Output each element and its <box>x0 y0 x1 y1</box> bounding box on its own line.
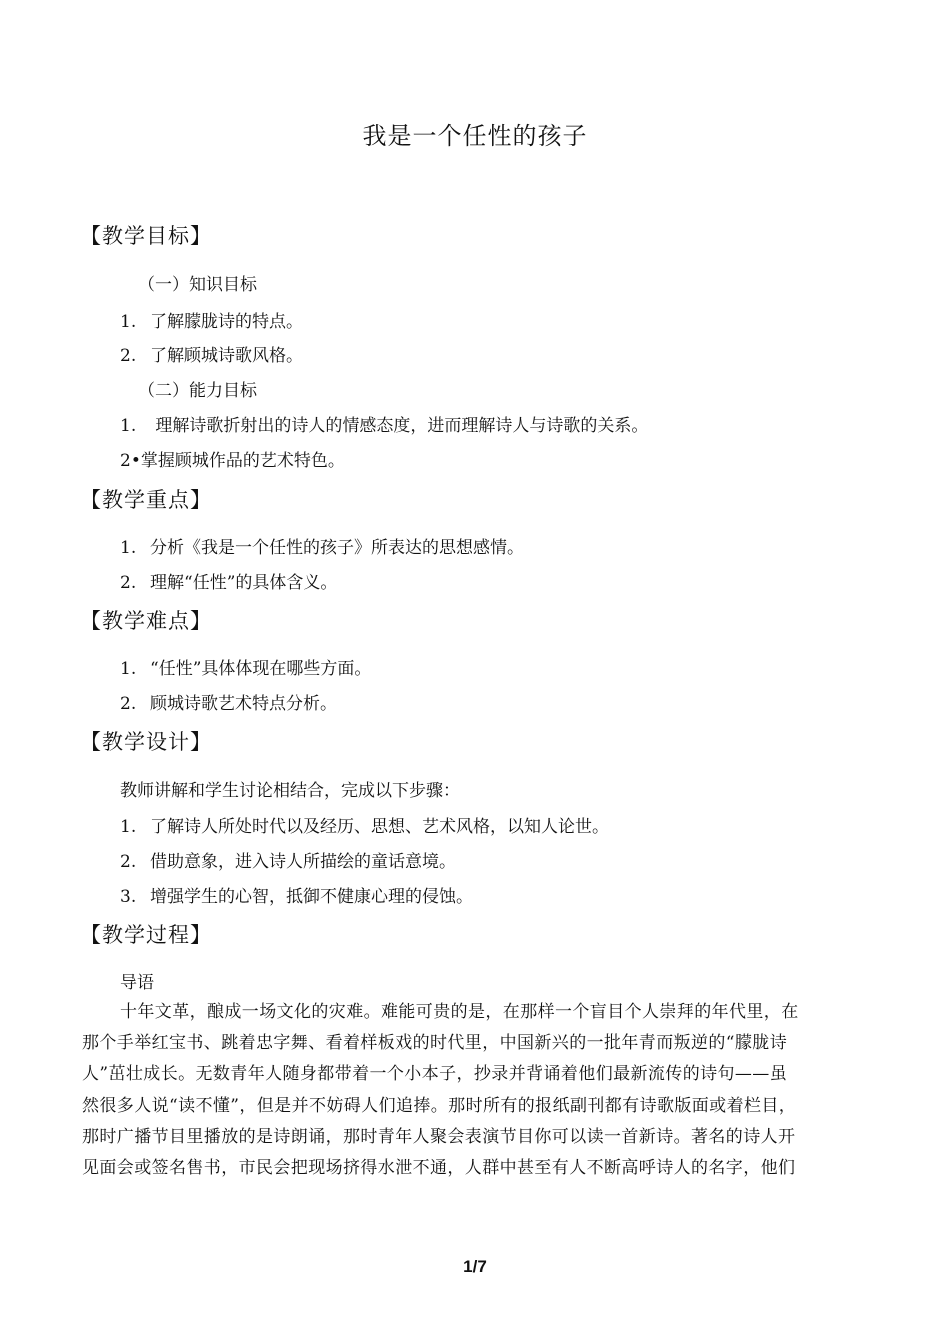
list-item <box>120 689 337 714</box>
paragraph-line: 十年文革，酿成一场文化的灾难。难能可贵的是，在那样一个盲目个人崇拜的年代里，在 <box>120 1002 799 1022</box>
page-number: 1/7 <box>463 1257 487 1276</box>
list-text: 了解诗人所处时代以及经历、思想、艺术风格，以知人论世。 <box>150 817 609 837</box>
list-number: 1. <box>120 538 137 558</box>
list-text: 增强学生的心智，抵御不健康心理的侵蚀。 <box>150 887 473 907</box>
list-item <box>120 341 303 366</box>
list-item <box>120 882 473 907</box>
heading-teaching-difficulty: 【教学难点】 <box>80 609 212 633</box>
paragraph-line: 然很多人说“读不懂”，但是并不妨碍人们追捧。那时所有的报纸副刊都有诗歌版面或着栏目， <box>82 1095 797 1116</box>
list-number: 2. <box>120 694 137 714</box>
list-number: 1. <box>120 659 137 679</box>
heading-teaching-design: 【教学设计】 <box>80 730 212 754</box>
list-text: 顾城诗歌艺术特点分析。 <box>150 694 337 714</box>
list-item <box>120 533 524 558</box>
list-text: 借助意象，进入诗人所描绘的童话意境。 <box>150 852 456 872</box>
list-text: 了解顾城诗歌风格。 <box>150 346 303 366</box>
list-number: 2. <box>120 346 137 366</box>
list-item <box>120 411 648 436</box>
paragraph-line: 那个手举红宝书、跳着忠字舞、看着样板戏的时代里，中国新兴的一批年青而叛逆的“朦胧诗 <box>82 1033 788 1054</box>
heading-teaching-goals: 【教学目标】 <box>80 224 212 248</box>
subheading-ability-goals: （二）能力目标 <box>138 381 257 401</box>
list-text: 分析《我是一个任性的孩子》所表达的思想感情。 <box>150 538 524 558</box>
list-item <box>120 307 303 332</box>
list-number: 2. <box>120 852 137 872</box>
paragraph-line: 那时广播节目里播放的是诗朗诵，那时青年人聚会表演节目你可以读一首新诗。著名的诗人开 <box>82 1126 796 1147</box>
subheading-knowledge-goals: （一）知识目标 <box>138 275 257 295</box>
list-item <box>120 654 371 679</box>
list-number: 2. <box>120 573 137 593</box>
list-item: 2•掌握顾城作品的艺术特色。 <box>120 451 345 471</box>
list-number: 1. <box>120 416 137 436</box>
heading-teaching-process: 【教学过程】 <box>80 923 212 947</box>
list-text: 理解“任性”的具体含义。 <box>150 573 338 593</box>
list-item <box>120 568 337 593</box>
list-text: “任性”具体体现在哪些方面。 <box>150 659 372 679</box>
list-number: 1. <box>120 817 137 837</box>
paragraph-line: 人”茁壮成长。无数青年人随身都带着一个小本子，抄录并背诵着他们最新流传的诗句——虽 <box>82 1064 788 1085</box>
introduction-paragraph <box>82 997 872 1184</box>
list-item <box>120 847 456 872</box>
design-intro: 教师讲解和学生讨论相结合，完成以下步骤： <box>120 781 460 801</box>
list-text: 理解诗歌折射出的诗人的情感态度，进而理解诗人与诗歌的关系。 <box>150 416 649 436</box>
paragraph-line: 见面会或签名售书，市民会把现场挤得水泄不通，人群中甚至有人不断高呼诗人的名字，他们 <box>82 1158 796 1179</box>
subheading-introduction: 导语 <box>120 973 154 993</box>
list-text: 了解朦胧诗的特点。 <box>150 312 303 332</box>
document-title: 我是一个任性的孩子 <box>362 122 588 150</box>
list-number: 3. <box>120 887 137 907</box>
list-item <box>120 812 609 837</box>
list-number: 1. <box>120 312 137 332</box>
heading-teaching-focus: 【教学重点】 <box>80 488 212 512</box>
